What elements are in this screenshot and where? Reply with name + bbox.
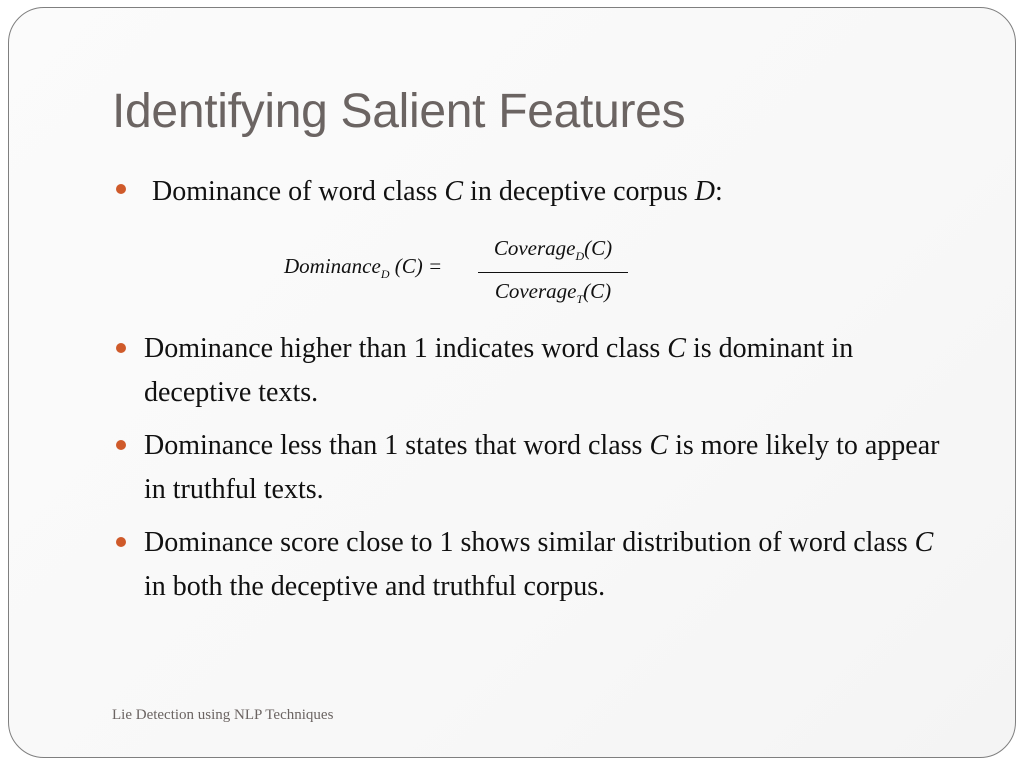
- formula-fraction: [478, 234, 628, 313]
- bullet-dot-icon: [116, 537, 126, 547]
- formula-lhs: Dominance$_D$ (C) =: [284, 254, 443, 281]
- slide-title: Identifying Salient Features: [112, 85, 686, 138]
- fraction-bar: [478, 272, 628, 273]
- formula-numerator: Coverage$_D$(C): [493, 236, 613, 263]
- slide-footer: Lie Detection using NLP Techniques: [112, 707, 334, 723]
- bullet-dot-icon: [116, 184, 126, 194]
- bullet-dot-icon: [116, 343, 126, 353]
- bullet-dot-icon: [116, 440, 126, 450]
- formula-denominator: Coverage$_T$(C): [494, 279, 612, 306]
- bullet-text-1: Dominance of word class C in deceptive corpus D:: [152, 176, 723, 207]
- bullet-text-2: Dominance higher than 1 indicates word class C is dominant in deceptive texts.: [144, 333, 854, 408]
- bullet-text-3: Dominance less than 1 states that word class C is more likely to appear in truthful texts.: [144, 430, 940, 505]
- bullet-text-4: Dominance score close to 1 shows similar distribution of word class C in both the deceptive and truthful corpus.: [144, 527, 934, 602]
